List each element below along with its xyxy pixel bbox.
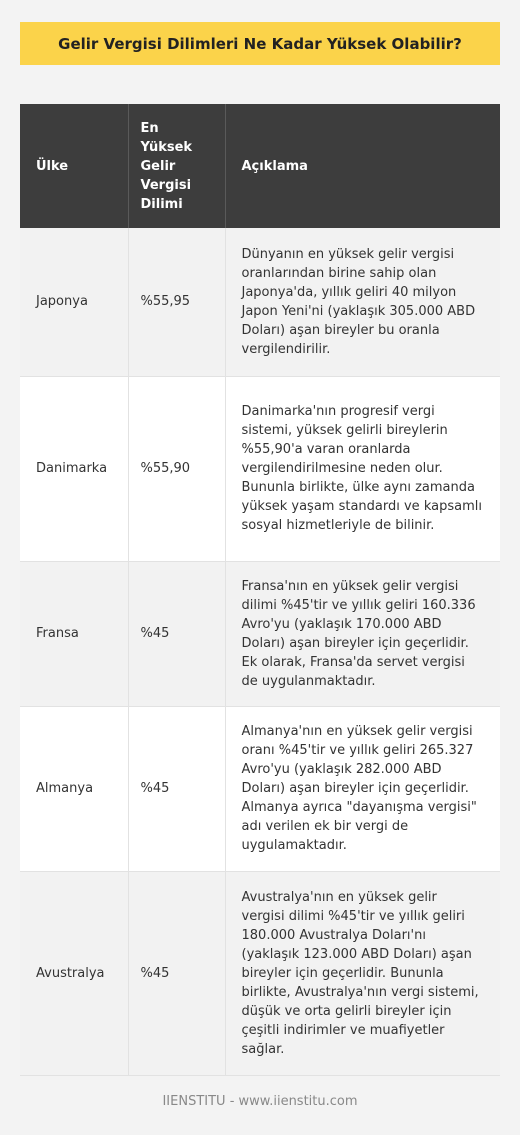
tax-table [20, 104, 500, 1076]
country-cell: Danimarka [20, 376, 128, 561]
header-country: Ülke [20, 104, 128, 228]
rate-cell: %45 [128, 561, 225, 706]
table-row [20, 706, 500, 871]
header-description: Açıklama [225, 104, 500, 228]
rate-cell: %45 [128, 871, 225, 1075]
country-cell: Japonya [20, 228, 128, 376]
table-row [20, 376, 500, 561]
description-cell: Fransa'nın en yüksek gelir vergisi dilimi %45'tir ve yıllık geliri 160.336 Avro'yu (yaklaşık 170.000 ABD Doları) aşan bireyler için geçerlidir. Ek olarak, Fransa'da servet vergisi de uygulanmaktadır. [225, 561, 500, 706]
table-row [20, 228, 500, 376]
country-cell: Avustralya [20, 871, 128, 1075]
rate-cell: %45 [128, 706, 225, 871]
description-cell: Dünyanın en yüksek gelir vergisi oranlarından birine sahip olan Japonya'da, yıllık geliri 40 milyon Japon Yeni'ni (yaklaşık 305.000 ABD Doları) aşan bireyler bu oranla vergilendirilir. [225, 228, 500, 376]
description-cell: Almanya'nın en yüksek gelir vergisi oranı %45'tir ve yıllık geliri 265.327 Avro'yu (yaklaşık 282.000 ABD Doları) aşan bireyler için geçerlidir. Almanya ayrıca "dayanışma vergisi" adı verilen ek bir vergi de uygulamaktadır. [225, 706, 500, 871]
table-row [20, 561, 500, 706]
table-row [20, 871, 500, 1075]
country-cell: Almanya [20, 706, 128, 871]
description-cell: Danimarka'nın progresif vergi sistemi, yüksek gelirli bireylerin %55,90'a varan oranlarda vergilendirilmesine neden olur. Bununla birlikte, ülke aynı zamanda yüksek yaşam standardı ve kapsamlı sosyal hizmetleriyle de bilinir. [225, 376, 500, 561]
description-cell: Avustralya'nın en yüksek gelir vergisi dilimi %45'tir ve yıllık geliri 180.000 Avustralya Doları'nı (yaklaşık 123.000 ABD Doları) aşan bireyler için geçerlidir. Bununla birlikte, Avustralya'nın vergi sistemi, düşük ve orta gelirli bireyler için çeşitli indirimler ve muafiyetler sağlar. [225, 871, 500, 1075]
header-rate: En Yüksek Gelir Vergisi Dilimi [128, 104, 225, 228]
page-title: Gelir Vergisi Dilimleri Ne Kadar Yüksek Olabilir? [20, 22, 500, 65]
table-header-row [20, 104, 500, 228]
rate-cell: %55,90 [128, 376, 225, 561]
country-cell: Fransa [20, 561, 128, 706]
footer-credit: IIENSTITU - www.iienstitu.com [162, 1094, 358, 1109]
rate-cell: %55,95 [128, 228, 225, 376]
